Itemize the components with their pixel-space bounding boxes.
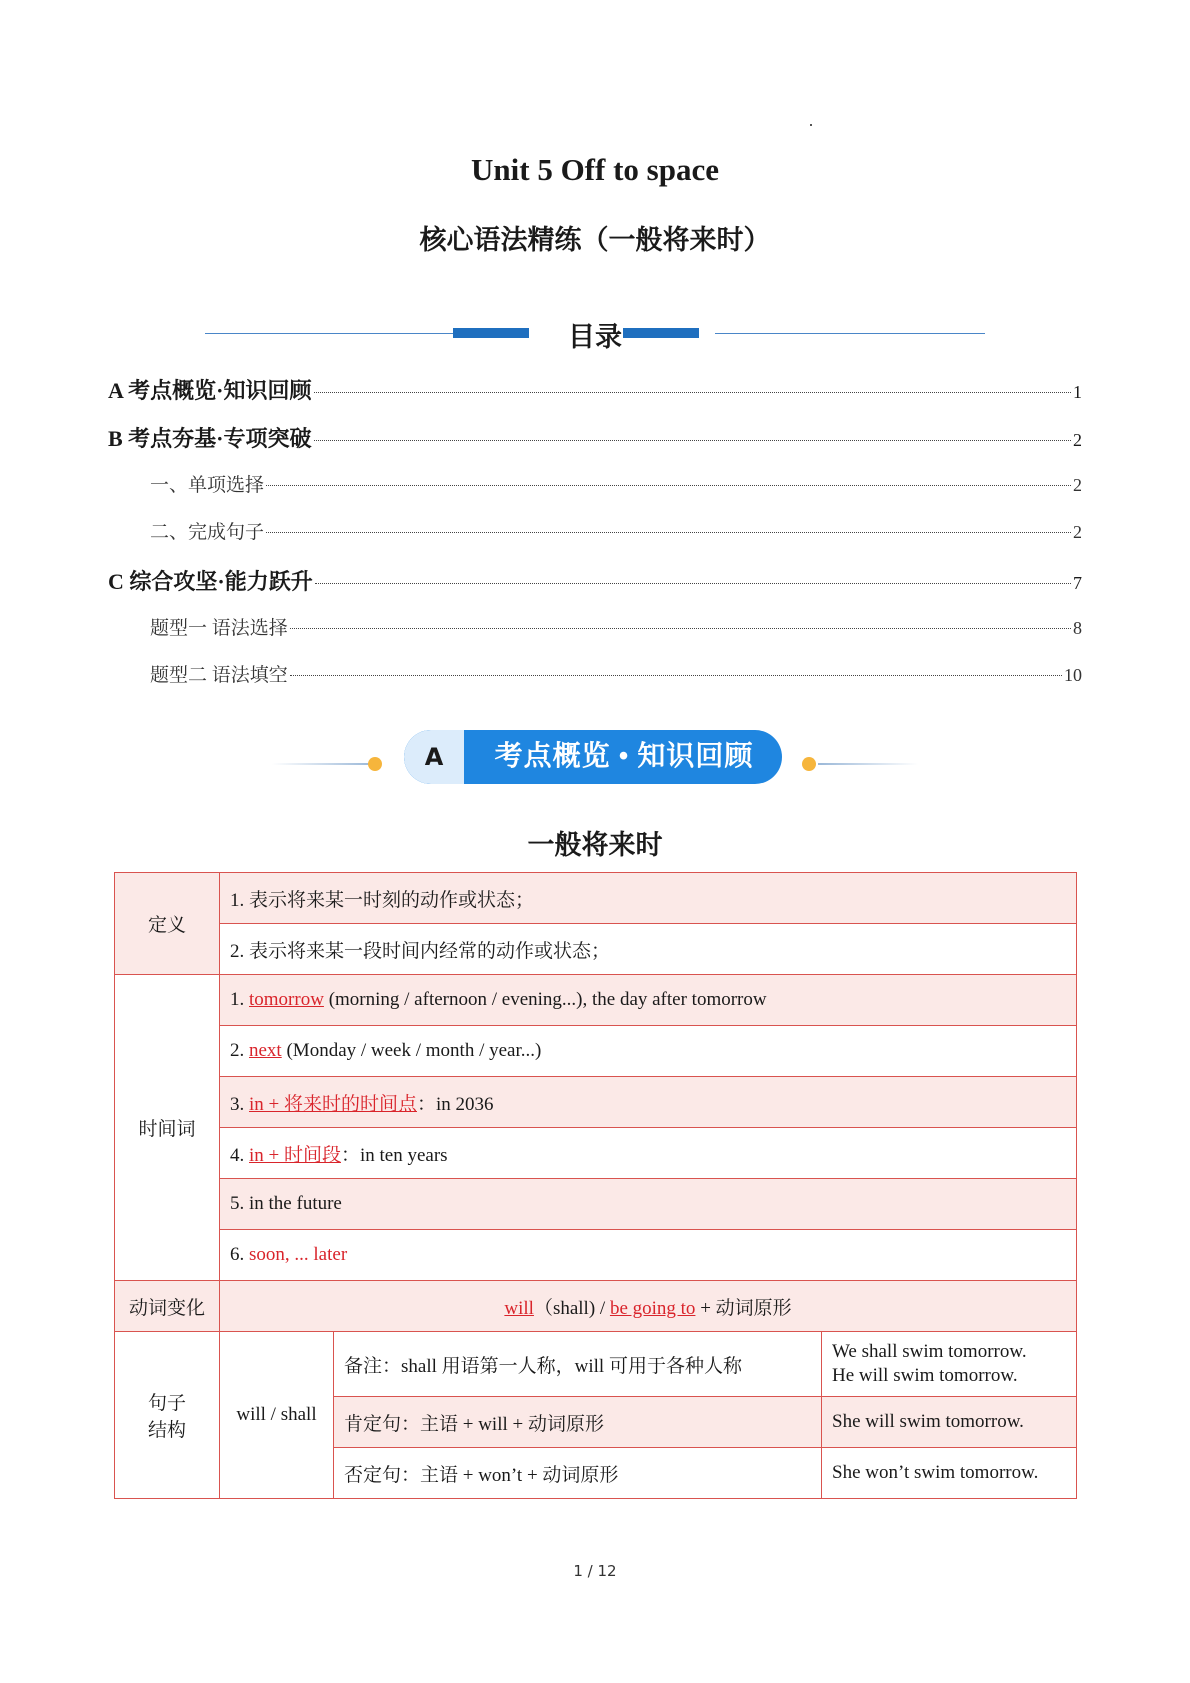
banner-dot-right: [802, 757, 816, 771]
keyword-going: be going to: [609, 1297, 696, 1319]
category-label-line1: 句子: [147, 1393, 186, 1414]
toc-leader: [314, 440, 1071, 441]
sentence-example-note: [822, 1332, 1077, 1397]
toc-leader: [290, 628, 1071, 629]
toc-entry-label: 题型一 语法选择: [150, 618, 288, 639]
toc-leader: [315, 583, 1071, 584]
sentence-rule-affirmative: 肯定句：主语 + will + 动词原形: [334, 1397, 822, 1448]
time-word-2: [220, 1026, 1077, 1077]
banner-dot-left: [368, 757, 382, 771]
page-subtitle: 核心语法精练（一般将来时）: [419, 225, 771, 255]
keyword: next: [249, 1040, 282, 1061]
category-label-line2: 结构: [147, 1420, 186, 1441]
toc-entry-page: 7: [1073, 573, 1082, 593]
time-word-1: [220, 975, 1077, 1026]
toc-entry-page: 2: [1073, 475, 1082, 495]
banner-text: 考点概览 • 知识回顾: [494, 741, 754, 772]
table-row: [115, 924, 1077, 975]
toc-heading: [205, 313, 985, 353]
section-title: 一般将来时: [527, 830, 663, 860]
banner-pill: [404, 730, 782, 784]
category-sentence-structure: [115, 1332, 220, 1499]
time-word-3: [220, 1077, 1077, 1128]
item-number: 6.: [230, 1244, 249, 1265]
keyword-will: will: [504, 1297, 534, 1319]
banner-line-left: [272, 763, 372, 765]
aux-verbs: will / shall: [220, 1332, 334, 1499]
toc-entry-b[interactable]: [108, 422, 1082, 453]
toc-entry-page: 10: [1064, 665, 1082, 685]
toc-entry-page: 2: [1073, 522, 1082, 542]
stray-dot: [810, 124, 812, 126]
table-row: [115, 1026, 1077, 1077]
table-row: [115, 1128, 1077, 1179]
toc-heading-label: 目录: [568, 322, 622, 352]
verb-change-rest: + 动词原形: [695, 1297, 792, 1319]
item-number: 4.: [230, 1144, 249, 1166]
category-time-words: 时间词: [115, 975, 220, 1281]
example-line: We shall swim tomorrow.: [832, 1341, 1027, 1362]
toc-leader: [290, 675, 1062, 676]
definition-2: 2. 表示将来某一段时间内经常的动作或状态；: [220, 924, 1077, 975]
item-number: 1.: [230, 989, 249, 1010]
toc-entry-label: C 综合攻坚·能力跃升: [108, 569, 313, 594]
sentence-rule-note: 备注：shall 用语第一人称，will 可用于各种人称: [334, 1332, 822, 1397]
toc-entry-b2[interactable]: [150, 517, 1082, 544]
verb-change-rule: [220, 1281, 1077, 1332]
definition-1: 1. 表示将来某一时刻的动作或状态；: [220, 873, 1077, 924]
item-text: ：in 2036: [417, 1093, 494, 1115]
table-row: [115, 1179, 1077, 1230]
toc-entry-b1[interactable]: [150, 470, 1082, 497]
grammar-table: [114, 872, 1077, 1499]
toc-entry-label: 二、完成句子: [150, 522, 265, 543]
toc-entry-page: 1: [1073, 382, 1082, 402]
toc-leader: [266, 485, 1071, 486]
toc-entry-label: 一、单项选择: [150, 475, 265, 496]
category-verb-change: 动词变化: [115, 1281, 220, 1332]
toc-entry-c[interactable]: [108, 565, 1082, 596]
toc-entry-page: 8: [1073, 618, 1082, 638]
sentence-rule-negative: 否定句：主语 + won’t + 动词原形: [334, 1448, 822, 1499]
table-row: [115, 1230, 1077, 1281]
banner-line-right: [818, 763, 918, 765]
item-text: (morning / afternoon / evening...), the day after tomorrow: [323, 989, 767, 1010]
toc-leader: [266, 532, 1071, 533]
item-number: 2.: [230, 1040, 249, 1061]
item-number: 3.: [230, 1093, 249, 1115]
sentence-example-affirmative: She will swim tomorrow.: [822, 1397, 1077, 1448]
keyword: tomorrow: [249, 989, 324, 1010]
keyword: in + 时间段: [249, 1144, 341, 1166]
banner-letter: A: [404, 730, 464, 784]
sentence-example-negative: She won’t swim tomorrow.: [822, 1448, 1077, 1499]
page-number: 1 / 12: [573, 1562, 617, 1580]
item-text: (Monday / week / month / year...): [281, 1040, 542, 1061]
toc-entry-label: B 考点夯基·专项突破: [108, 426, 312, 451]
section-banner: [262, 728, 922, 788]
category-definition: 定义: [115, 873, 220, 975]
time-word-5: 5. in the future: [220, 1179, 1077, 1230]
page-title: Unit 5 Off to space: [471, 152, 719, 187]
shall-text: （shall) /: [533, 1297, 610, 1319]
toc-entry-page: 2: [1073, 430, 1082, 450]
time-word-6: [220, 1230, 1077, 1281]
table-row: [115, 1281, 1077, 1332]
toc-entry-c2[interactable]: [150, 660, 1082, 687]
table-row: [115, 975, 1077, 1026]
toc-entry-a[interactable]: [108, 374, 1082, 405]
item-text: ：in ten years: [341, 1144, 448, 1166]
toc-leader: [314, 392, 1071, 393]
keyword: in + 将来时的时间点: [249, 1093, 417, 1115]
example-line: He will swim tomorrow.: [832, 1365, 1018, 1386]
table-row: [115, 873, 1077, 924]
table-row: [115, 1332, 1077, 1397]
toc-entry-c1[interactable]: [150, 613, 1082, 640]
toc-entry-label: 题型二 语法填空: [150, 665, 288, 686]
toc-entry-label: A 考点概览·知识回顾: [108, 378, 312, 403]
keyword: soon, ... later: [249, 1244, 348, 1265]
time-word-4: [220, 1128, 1077, 1179]
table-row: [115, 1077, 1077, 1128]
